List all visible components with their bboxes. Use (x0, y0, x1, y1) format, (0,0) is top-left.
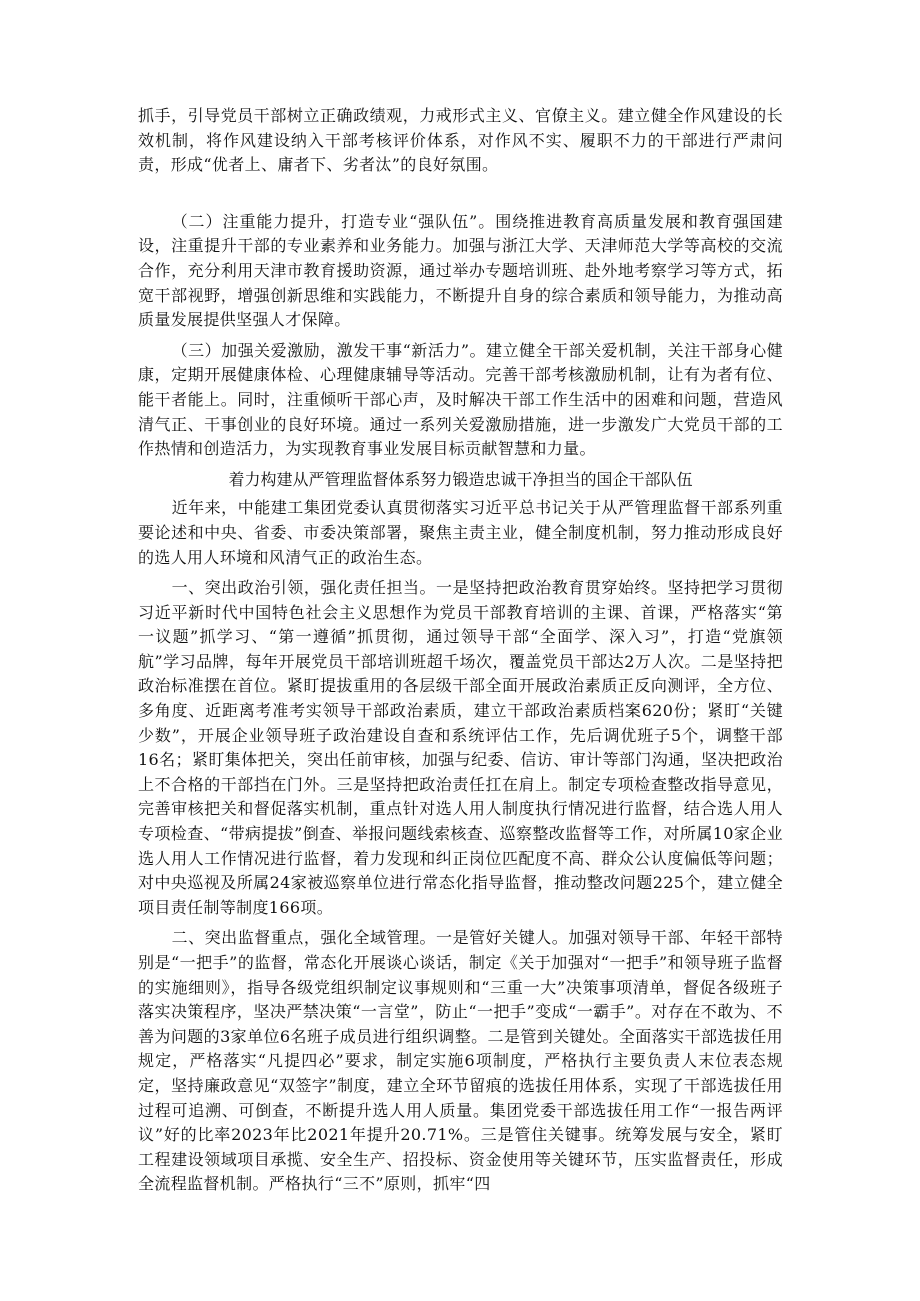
document-page (138, 104, 783, 1197)
article-title: 着力构建从严管理监督体系努力锻造忠诚干净担当的国企干部队伍 (228, 469, 693, 489)
paragraph-part-two: 二、突出监督重点，强化全域管理。一是管好关键人。加强对领导干部、年轻干部特别是“一把手”的监督，常态化开展谈心谈话，制定《关于加强对“一把手”和领导班子监督的实施细则》，指导各级党组织制定议事规则和“三重一大”决策事项清单，督促各级班子落实决策程序，坚决严禁决策“一言堂”，防止“一把手”变成“一霸手”。对存在不敢为、不善为问题的3家单位6名班子成员进行组织调整。二是管到关键处。全面落实干部选拔任用规定，严格落实“凡提四必”要求，制定实施6项制度，严格执行主要负责人末位表态规定，坚持廉政意见“双签字”制度，建立全环节留痕的选拔任用体系，实现了干部选拔任用过程可追溯、可倒查，不断提升选人用人质量。集团党委干部选拔任用工作“一报告两评议”好的比率2023年比2021年提升20.71%。三是管住关键事。统筹发展与安全，紧盯工程建设领域项目承揽、安全生产、招投标、资金使用等关键环节，压实监督责任，形成全流程监督机制。严格执行“三不”原则，抓牢“四 (138, 928, 783, 1194)
paragraph-intro: 近年来，中能建工集团党委认真贯彻落实习近平总书记关于从严管理监督干部系列重要论述和中央、省委、市委决策部署，聚焦主责主业，健全制度机制，努力推动形成良好的选人用人环境和风清气正的政治生态。 (138, 498, 783, 567)
paragraph-section-two: （二）注重能力提升，打造专业“强队伍”。围绕推进教育高质量发展和教育强国建设，注重提升干部的专业素养和业务能力。加强与浙江大学、天津师范大学等高校的交流合作，充分利用天津市教育援助资源，通过举办专题培训班、赴外地考察学习等方式，拓宽干部视野，增强创新思维和实践能力，不断提升自身的综合素质和领导能力，为推动高质量发展提供坚强人才保障。 (138, 211, 783, 330)
paragraph-section-three: （三）加强关爱激励，激发干事“新活力”。建立健全干部关爱机制，关注干部身心健康，定期开展健康体检、心理健康辅导等活动。完善干部考核激励机制，让有为者有位、能干者能上。同时，注重倾听干部心声，及时解决干部工作生活中的困难和问题，营造风清气正、干事创业的良好环境。通过一系列关爱激励措施，进一步激发广大党员干部的工作热情和创造活力，为实现教育事业发展目标贡献智慧和力量。 (138, 340, 783, 459)
paragraph-part-one: 一、突出政治引领，强化责任担当。一是坚持把政治教育贯穿始终。坚持把学习贯彻习近平新时代中国特色社会主义思想作为党员干部教育培训的主课、首课，严格落实“第一议题”抓学习、“第一遵循”抓贯彻，通过领导干部“全面学、深入习”，打造“党旗领航”学习品牌，每年开展党员干部培训班超千场次，覆盖党员干部达2万人次。二是坚持把政治标准摆在首位。紧盯提拔重用的各层级干部全面开展政治素质正反向测评，全方位、多角度、近距离考准考实领导干部政治素质，建立干部政治素质档案620份；紧盯“关键少数”，开展企业领导班子政治建设自查和系统评估工作，先后调优班子5个，调整干部16名；紧盯集体把关，突出任前审核，加强与纪委、信访、审计等部门沟通，坚决把政治上不合格的干部挡在门外。三是坚持把政治责任扛在肩上。制定专项检查整改指导意见，完善审核把关和督促落实机制，重点针对选人用人制度执行情况进行监督，结合选人用人专项检查、“带病提拔”倒查、举报问题线索核查、巡察整改监督等工作，对所属10家企业选人用人工作情况进行监督，着力发现和纠正岗位匹配度不高、群众公认度偏低等问题；对中央巡视及所属24家被巡察单位进行常态化指导监督，推动整改问题225个，建立健全项目责任制等制度166项。 (138, 578, 783, 917)
paragraph-continuation: 抓手，引导党员干部树立正确政绩观，力戒形式主义、官僚主义。建立健全作风建设的长效机制，将作风建设纳入干部考核评价体系，对作风不实、履职不力的干部进行严肃问责，形成“优者上、庸者下、劣者汰”的良好氛围。 (138, 106, 783, 175)
